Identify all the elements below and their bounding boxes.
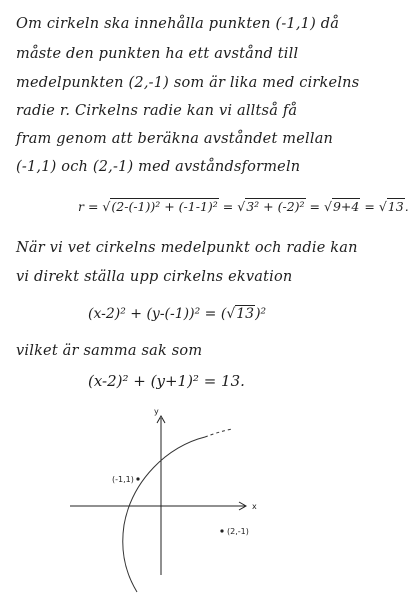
text-line-7: När vi vet cirkelns medelpunkt och radie kan xyxy=(16,240,358,256)
sqrt-sign-icon: √ xyxy=(226,306,236,322)
y-axis-label: y xyxy=(154,407,159,416)
eq1-radicand-d: 13 xyxy=(387,199,404,214)
eq2-rhs-radicand: 13 xyxy=(236,306,255,322)
text-line-8: vi direkt ställa upp cirkelns ekvation xyxy=(16,269,293,285)
point2-label: (2,-1) xyxy=(227,527,249,536)
eq1-radicand-a: (2-(-1))² + (-1-1)² xyxy=(111,199,218,214)
point1-label: (-1,1) xyxy=(112,475,134,484)
text-line-5: fram genom att beräkna avståndet mellan xyxy=(16,131,334,147)
eq1-radicand-b: 3² + (-2)² xyxy=(246,199,305,214)
eq2-equals: = xyxy=(204,306,217,322)
text-line-9: vilket är samma sak som xyxy=(16,343,203,359)
sqrt-sign-icon: √ xyxy=(324,199,332,214)
text-line-6: (-1,1) och (2,-1) med avståndsformeln xyxy=(16,159,301,175)
sqrt-sign-icon: √ xyxy=(378,199,387,214)
eq1-equals-b: = xyxy=(309,199,321,214)
eq2-rhs-open: ( xyxy=(220,306,227,322)
text-line-1: Om cirkeln ska innehålla punkten (-1,1) då xyxy=(16,16,340,32)
circle-arc xyxy=(123,437,205,592)
eq1-radicand-c: 9+4 xyxy=(332,199,360,214)
eq1-end: . xyxy=(404,199,409,214)
sqrt-sign-icon: √ xyxy=(102,199,111,214)
sqrt-sign-icon: √ xyxy=(237,199,246,214)
x-axis-label: x xyxy=(252,502,257,511)
circle-equation-expanded: (x-2)² + (y+1)² = 13. xyxy=(88,372,245,390)
circle-arc-dashed xyxy=(205,429,232,437)
text-line-3: medelpunkten (2,-1) som är lika med cirkelns xyxy=(16,75,360,91)
point-marker-icon xyxy=(220,529,223,532)
eq1-lhs: r = xyxy=(78,199,99,214)
text-line-2: måste den punkten ha ett avstånd till xyxy=(16,46,299,62)
eq2-rhs-close: )² xyxy=(255,306,267,322)
text-line-4: radie r. Cirkelns radie kan vi alltså få xyxy=(16,103,298,119)
eq1-equals-a: = xyxy=(222,199,234,214)
eq2-lhs: (x-2)² + (y-(-1))² xyxy=(88,306,201,322)
eq1-equals-c: = xyxy=(364,199,375,214)
point-marker-icon xyxy=(136,477,139,480)
